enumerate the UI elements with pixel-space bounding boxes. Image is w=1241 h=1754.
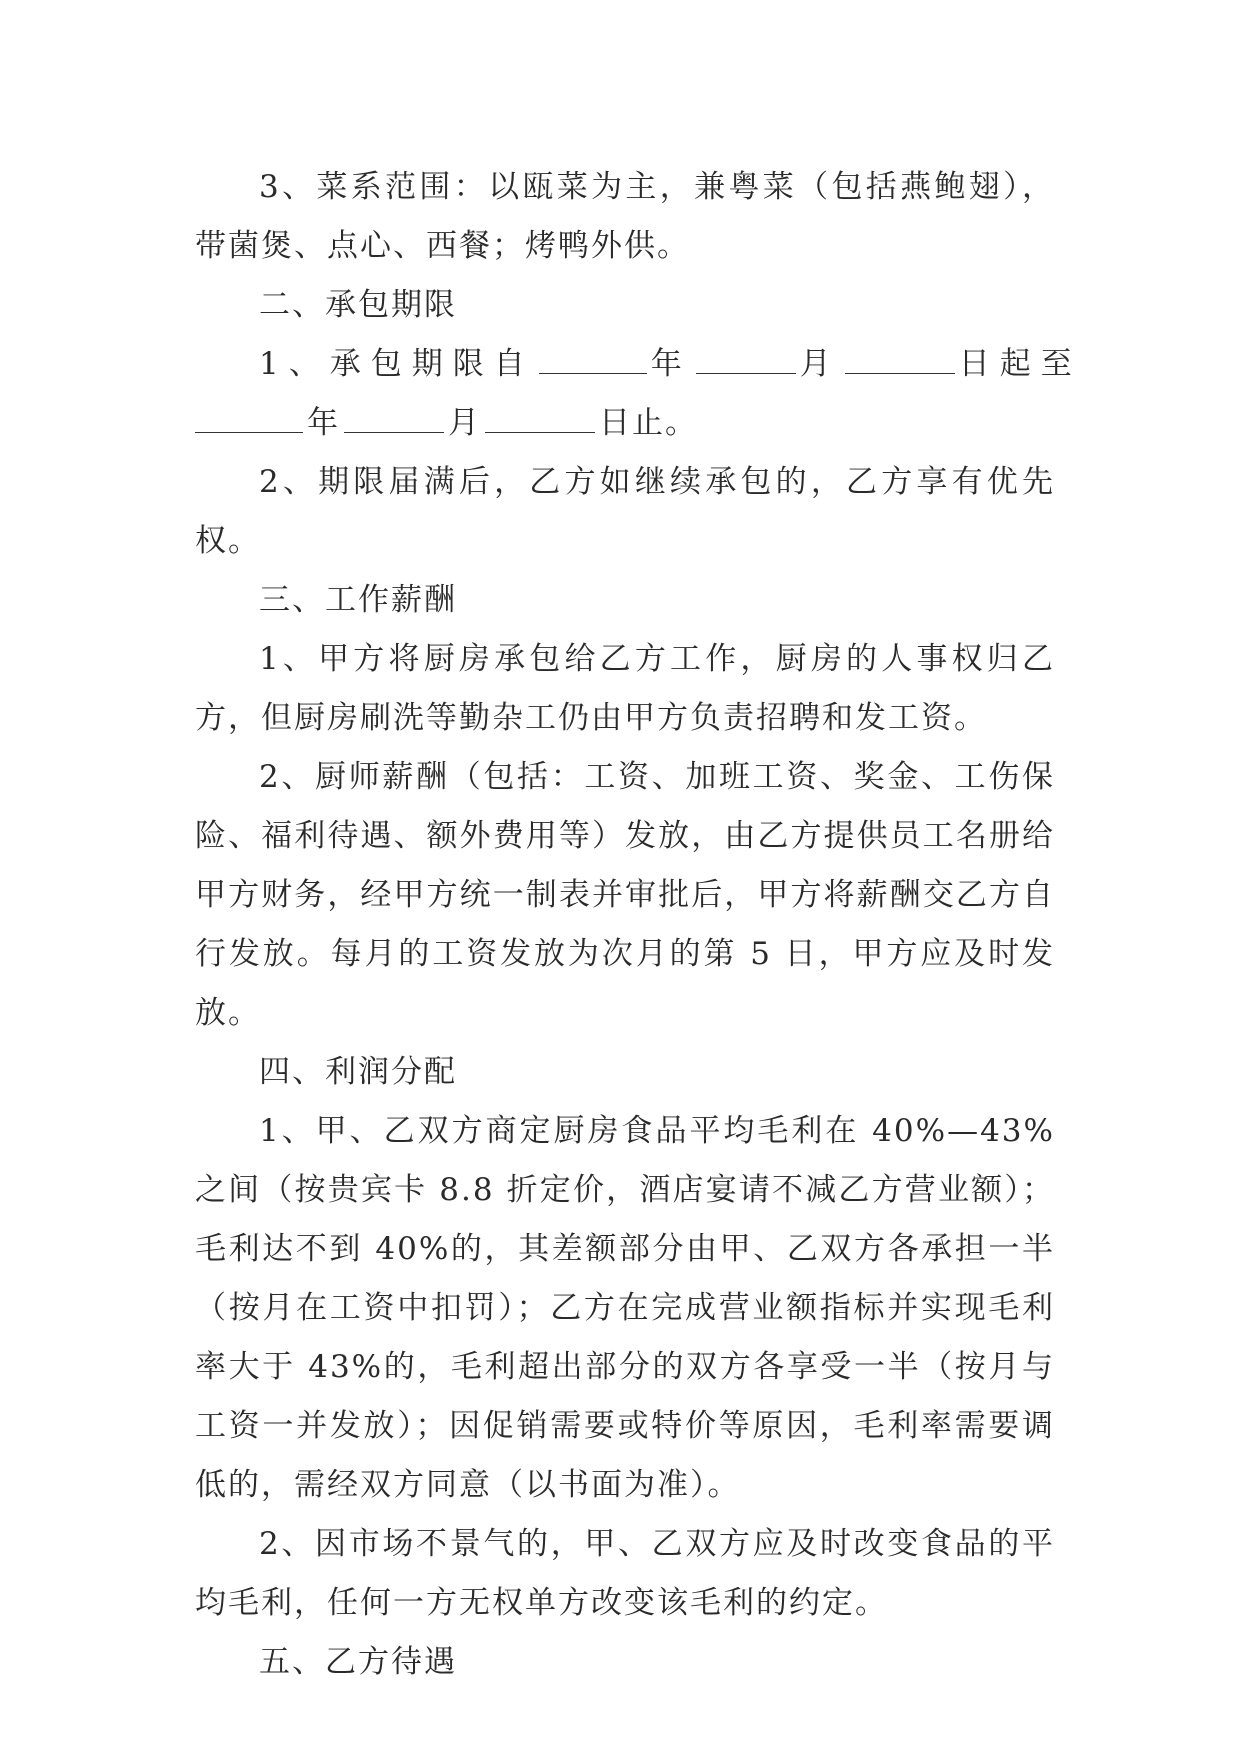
document-body [195,158,1082,1692]
blank-start-year[interactable] [539,343,647,374]
clause-term-priority: 2、期限届满后，乙方如继续承包的，乙方享有优先权。 [195,464,1055,559]
blank-end-day[interactable] [485,402,595,433]
term-month2-label: 月 [448,405,481,441]
section-heading-contract-term: 二、承包期限 [259,287,457,323]
blank-start-day[interactable] [845,343,955,374]
term-month-label: 月 [799,346,841,382]
blank-end-year[interactable] [195,402,303,433]
term-prefix: 1、承包期限自 [259,346,535,382]
section-heading-profit: 四、利润分配 [259,1054,457,1090]
clause-term-period-line1 [195,335,1082,394]
term-day-from-label: 日起至 [958,346,1082,382]
term-year-label: 年 [650,346,692,382]
clause-profit-adjustment: 2、因市场不景气的，甲、乙双方应及时改变食品的平均毛利，任何一方无权单方改变该毛利的约定。 [195,1526,1055,1621]
section-heading-party-b-benefits: 五、乙方待遇 [259,1644,457,1680]
clause-profit-margin: 1、甲、乙双方商定厨房食品平均毛利在 40%—43%之间（按贵宾卡 8.8 折定价，酒店宴请不减乙方营业额）；毛利达不到 40%的，其差额部分由甲、乙双方各承担一半（按月在工资中扣罚）；乙方在完成营业额指标并实现毛利率大于 43%的，毛利超出部分的双方各享受一半（按月与工资一并发放）；因促销需要或特价等原因，毛利率需要调低的，需经双方同意（以书面为准）。 [195,1113,1055,1503]
clause-salary-personnel: 1、甲方将厨房承包给乙方工作，厨房的人事权归乙方，但厨房刷洗等勤杂工仍由甲方负责招聘和发工资。 [195,641,1055,736]
clause-term-period-line2 [195,394,1055,453]
section-heading-salary: 三、工作薪酬 [259,582,457,618]
clause-cuisine-scope: 3、菜系范围：以瓯菜为主，兼粤菜（包括燕鲍翅），带菌煲、点心、西餐；烤鸭外供。 [195,169,1055,264]
term-year2-label: 年 [307,405,340,441]
blank-end-month[interactable] [344,402,444,433]
blank-start-month[interactable] [696,343,796,374]
term-day-end-label: 日止。 [599,405,698,441]
clause-salary-payment: 2、厨师薪酬（包括：工资、加班工资、奖金、工伤保险、福利待遇、额外费用等）发放，由乙方提供员工名册给甲方财务，经甲方统一制表并审批后，甲方将薪酬交乙方自行发放。每月的工资发放为次月的第 5 日，甲方应及时发放。 [195,759,1055,1031]
